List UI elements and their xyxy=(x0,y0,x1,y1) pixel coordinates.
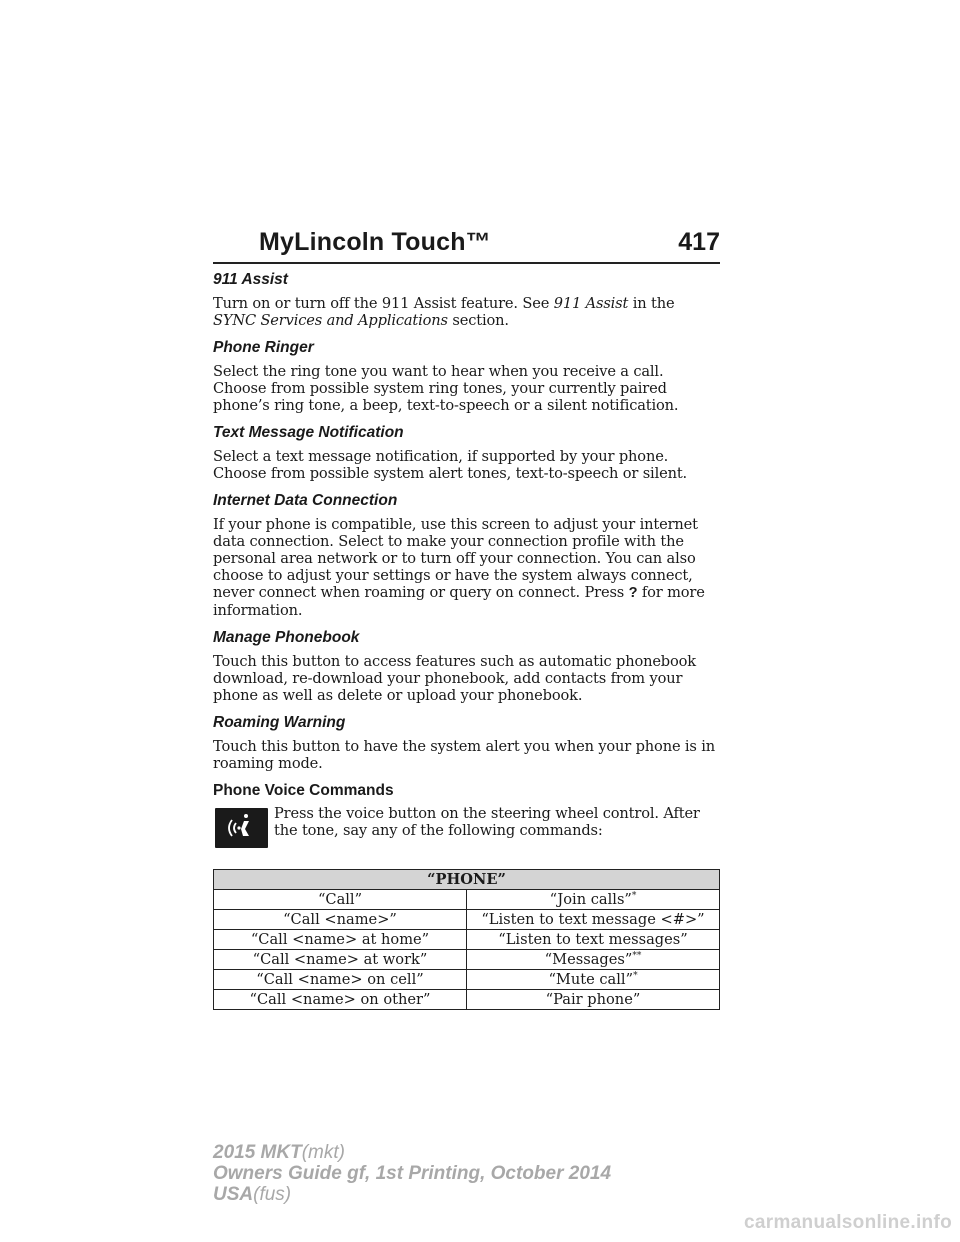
page-header xyxy=(213,228,720,264)
command-text: “Join calls” xyxy=(549,890,632,908)
paragraph-internet-data xyxy=(213,516,720,619)
heading-roaming-warning: Roaming Warning xyxy=(213,714,346,731)
paragraph-roaming-warning: Touch this button to have the system alert you when your phone is in roaming mode. xyxy=(213,738,716,772)
table-row xyxy=(214,990,720,1010)
footnote-mark: * xyxy=(631,890,637,901)
command-cell xyxy=(467,950,720,970)
heading-text-notification: Text Message Notification xyxy=(213,424,404,441)
table-header: “PHONE” xyxy=(214,870,720,890)
heading-911-assist: 911 Assist xyxy=(213,271,288,288)
command-cell xyxy=(467,910,720,930)
table-row xyxy=(214,970,720,990)
footer-market-code: (fus) xyxy=(253,1184,292,1205)
command-cell: “Call <name> on cell” xyxy=(214,970,467,990)
command-cell xyxy=(467,890,720,910)
table-row xyxy=(214,890,720,910)
footer-model-code: (mkt) xyxy=(301,1142,345,1163)
text-fragment: for more information. xyxy=(213,584,705,619)
footnote-mark: * xyxy=(633,970,638,981)
command-cell xyxy=(467,930,720,950)
reference-911-assist: 911 Assist xyxy=(553,295,629,312)
watermark: carmanualsonline.info xyxy=(744,1212,952,1233)
command-cell: “Call” xyxy=(214,890,467,910)
command-text: “Mute call” xyxy=(548,970,634,988)
page-number: 417 xyxy=(678,228,720,256)
voice-instruction-text: Press the voice button on the steering wheel control. After the tone, say any of the following commands: xyxy=(274,805,700,839)
page-footer xyxy=(213,1142,611,1205)
reference-sync-services: SYNC Services and Applications xyxy=(213,312,448,329)
heading-voice-commands: Phone Voice Commands xyxy=(213,782,394,799)
table-row xyxy=(214,950,720,970)
command-cell: “Call <name> at work” xyxy=(214,950,467,970)
main-content xyxy=(213,271,720,1010)
paragraph-manage-phonebook: Touch this button to access features such as automatic phonebook download, re-download your phonebook, add contacts from your phone as well as delete or upload your phonebook. xyxy=(213,653,696,704)
phone-commands-table xyxy=(213,869,720,1010)
command-cell: “Call <name>” xyxy=(214,910,467,930)
command-text: “Pair phone” xyxy=(545,990,641,1008)
paragraph-911-assist xyxy=(213,295,720,329)
text-fragment: section. xyxy=(447,312,509,329)
footer-line-3 xyxy=(213,1184,611,1205)
text-fragment: Turn on or turn off the 911 Assist feature. See xyxy=(213,295,554,312)
chapter-title: MyLincoln Touch™ xyxy=(259,228,491,256)
heading-phone-ringer: Phone Ringer xyxy=(213,339,314,356)
command-text: “Listen to text messages” xyxy=(498,930,688,948)
footnote-mark: ** xyxy=(632,950,642,961)
footer-line-2 xyxy=(213,1163,611,1184)
voice-button-icon xyxy=(215,808,268,848)
paragraph-text-notification: Select a text message notification, if supported by your phone. Choose from possible system alert tones, text-to-speech or silent. xyxy=(213,448,688,482)
text-fragment: If your phone is compatible, use this screen to adjust your internet data connection. Select to make your connection profile with the personal area network or to turn off your connection. You can also choose to adjust your settings or have the system always connect, never connect when roaming or query on connect. Press xyxy=(213,516,698,601)
footer-line-1 xyxy=(213,1142,611,1163)
table-row xyxy=(214,930,720,950)
footer-model: 2015 MKT xyxy=(213,1142,302,1163)
command-cell xyxy=(467,990,720,1010)
paragraph-phone-ringer: Select the ring tone you want to hear when you receive a call. Choose from possible system ring tones, your currently paired phone’s ring tone, a beep, text-to-speech or a silent notification. xyxy=(213,363,679,414)
command-text: “Listen to text message <#>” xyxy=(481,910,705,928)
footer-market: USA xyxy=(213,1184,254,1205)
command-cell xyxy=(467,970,720,990)
text-fragment: in the xyxy=(628,295,675,312)
help-symbol: ? xyxy=(628,585,638,601)
table-row xyxy=(214,910,720,930)
command-cell: “Call <name> on other” xyxy=(214,990,467,1010)
heading-manage-phonebook: Manage Phonebook xyxy=(213,629,360,646)
footer-edition: Owners Guide gf, 1st Printing, October 2014 xyxy=(213,1163,612,1184)
command-text: “Messages” xyxy=(544,950,633,968)
command-cell: “Call <name> at home” xyxy=(214,930,467,950)
voice-instructions xyxy=(213,805,720,855)
heading-internet-data: Internet Data Connection xyxy=(213,492,398,509)
